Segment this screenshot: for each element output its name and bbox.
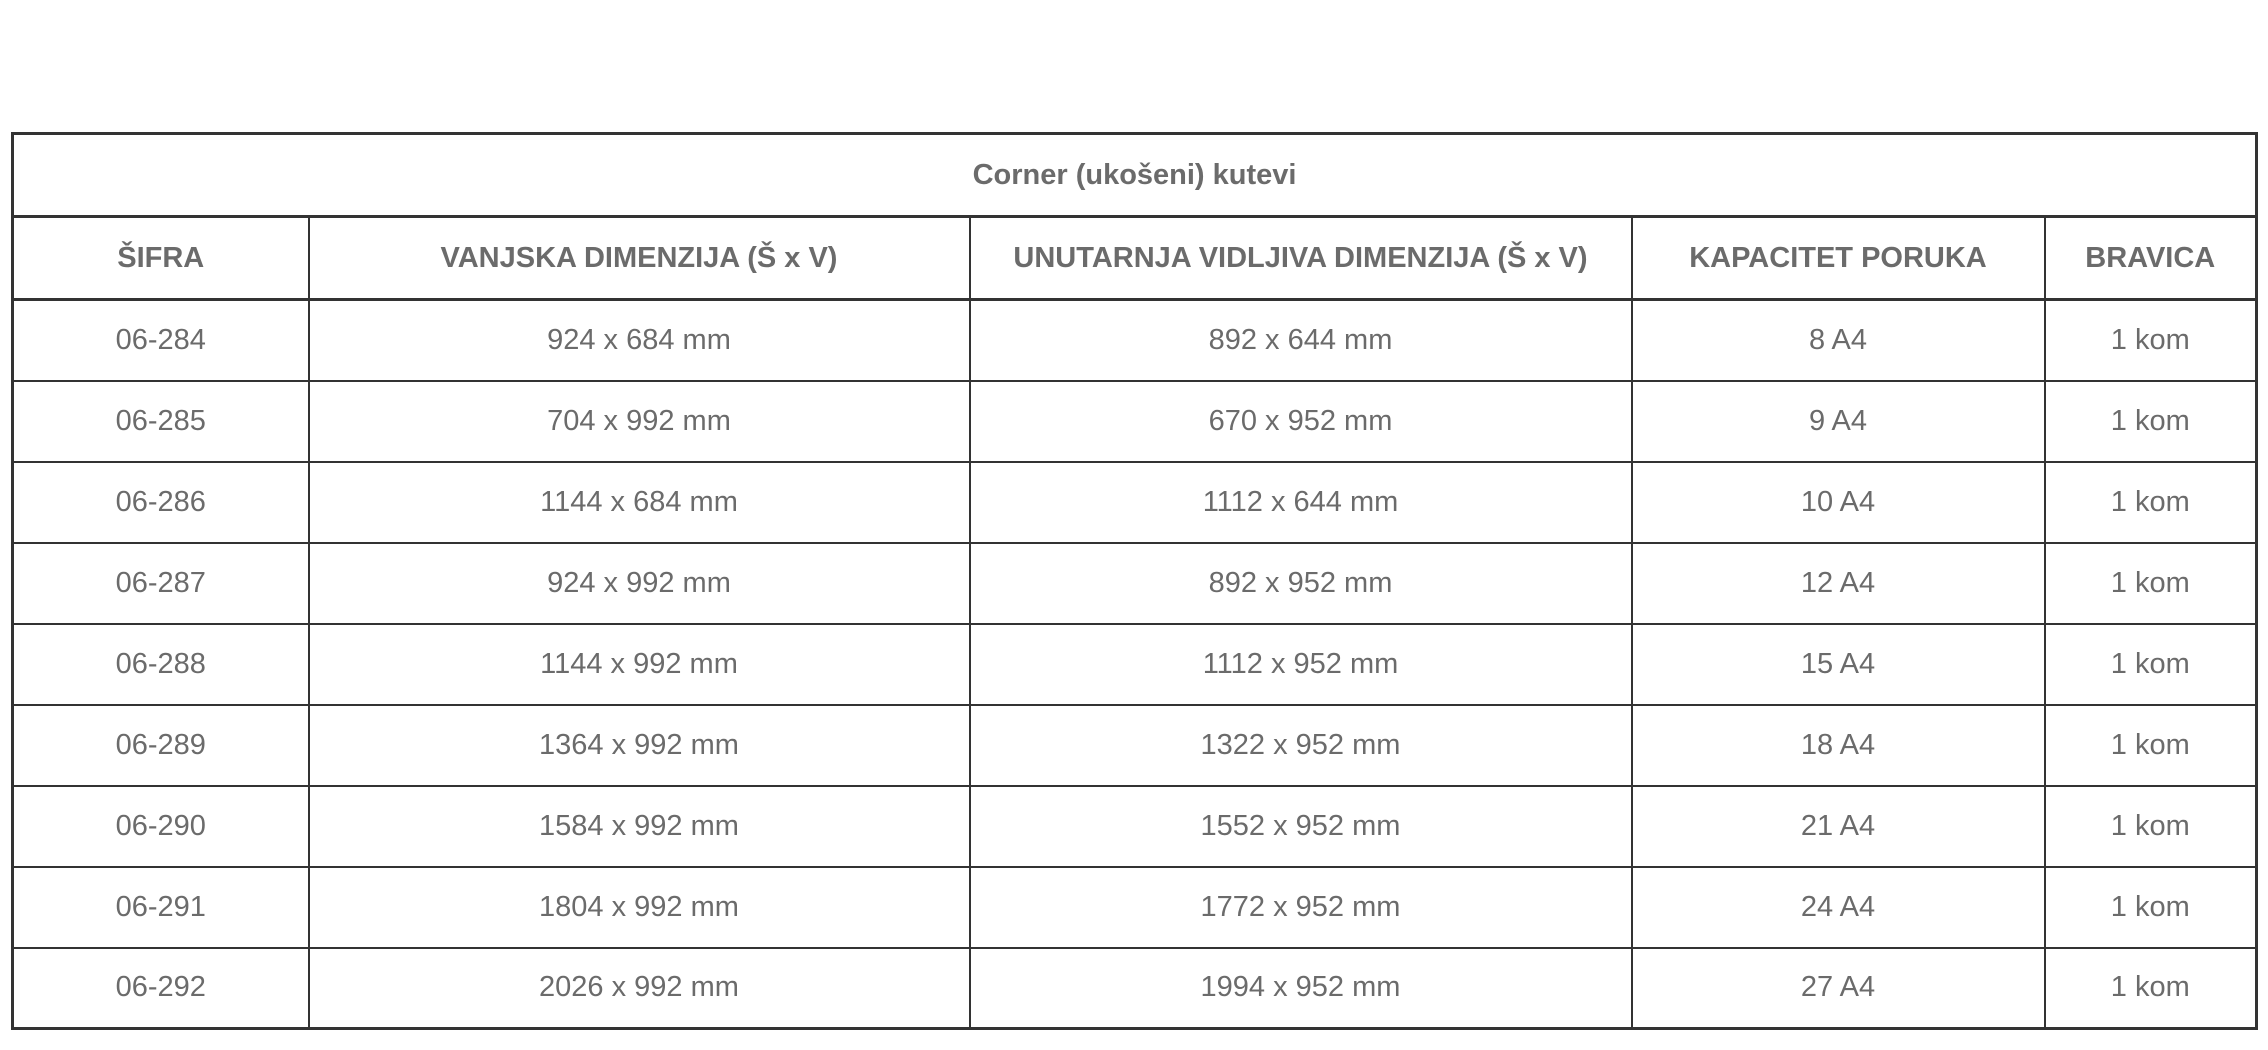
header-outer-dimension: VANJSKA DIMENZIJA (Š x V): [309, 217, 970, 300]
table-row: [13, 867, 2257, 948]
table-row: [13, 705, 2257, 786]
cell-outer-dimension: 1144 x 684 mm: [309, 462, 970, 543]
table-caption-row: [13, 134, 2257, 217]
cell-code: 06-290: [13, 786, 309, 867]
cell-capacity: 10 A4: [1632, 462, 2045, 543]
cell-inner-dimension: 1112 x 644 mm: [970, 462, 1632, 543]
cell-outer-dimension: 924 x 684 mm: [309, 300, 970, 381]
header-lock: BRAVICA: [2045, 217, 2257, 300]
cell-capacity: 8 A4: [1632, 300, 2045, 381]
cell-inner-dimension: 892 x 952 mm: [970, 543, 1632, 624]
cell-inner-dimension: 670 x 952 mm: [970, 381, 1632, 462]
header-sifra: ŠIFRA: [13, 217, 309, 300]
cell-capacity: 12 A4: [1632, 543, 2045, 624]
table-row: [13, 381, 2257, 462]
cell-code: 06-291: [13, 867, 309, 948]
table-row: [13, 786, 2257, 867]
cell-code: 06-284: [13, 300, 309, 381]
cell-inner-dimension: 1322 x 952 mm: [970, 705, 1632, 786]
cell-lock: 1 kom: [2045, 624, 2257, 705]
cell-lock: 1 kom: [2045, 786, 2257, 867]
cell-code: 06-287: [13, 543, 309, 624]
cell-lock: 1 kom: [2045, 381, 2257, 462]
cell-lock: 1 kom: [2045, 948, 2257, 1029]
cell-code: 06-285: [13, 381, 309, 462]
cell-lock: 1 kom: [2045, 705, 2257, 786]
cell-inner-dimension: 1112 x 952 mm: [970, 624, 1632, 705]
table-row: [13, 948, 2257, 1029]
cell-code: 06-289: [13, 705, 309, 786]
cell-capacity: 9 A4: [1632, 381, 2045, 462]
table-row: [13, 300, 2257, 381]
cell-inner-dimension: 1552 x 952 mm: [970, 786, 1632, 867]
table-row: [13, 543, 2257, 624]
cell-outer-dimension: 924 x 992 mm: [309, 543, 970, 624]
cell-lock: 1 kom: [2045, 543, 2257, 624]
cell-inner-dimension: 1772 x 952 mm: [970, 867, 1632, 948]
cell-code: 06-288: [13, 624, 309, 705]
table-header-row: [13, 217, 2257, 300]
cell-outer-dimension: 2026 x 992 mm: [309, 948, 970, 1029]
spec-table: [11, 132, 2258, 1030]
cell-outer-dimension: 1144 x 992 mm: [309, 624, 970, 705]
spec-table-wrapper: [11, 132, 2255, 1030]
cell-capacity: 21 A4: [1632, 786, 2045, 867]
cell-inner-dimension: 892 x 644 mm: [970, 300, 1632, 381]
header-inner-dimension: UNUTARNJA VIDLJIVA DIMENZIJA (Š x V): [970, 217, 1632, 300]
cell-code: 06-292: [13, 948, 309, 1029]
table-caption: Corner (ukošeni) kutevi: [13, 134, 2257, 217]
cell-lock: 1 kom: [2045, 462, 2257, 543]
cell-capacity: 27 A4: [1632, 948, 2045, 1029]
cell-lock: 1 kom: [2045, 867, 2257, 948]
cell-capacity: 18 A4: [1632, 705, 2045, 786]
cell-capacity: 24 A4: [1632, 867, 2045, 948]
cell-capacity: 15 A4: [1632, 624, 2045, 705]
cell-outer-dimension: 704 x 992 mm: [309, 381, 970, 462]
cell-outer-dimension: 1584 x 992 mm: [309, 786, 970, 867]
cell-inner-dimension: 1994 x 952 mm: [970, 948, 1632, 1029]
cell-outer-dimension: 1364 x 992 mm: [309, 705, 970, 786]
cell-lock: 1 kom: [2045, 300, 2257, 381]
header-capacity: KAPACITET PORUKA: [1632, 217, 2045, 300]
table-row: [13, 462, 2257, 543]
table-row: [13, 624, 2257, 705]
cell-code: 06-286: [13, 462, 309, 543]
cell-outer-dimension: 1804 x 992 mm: [309, 867, 970, 948]
